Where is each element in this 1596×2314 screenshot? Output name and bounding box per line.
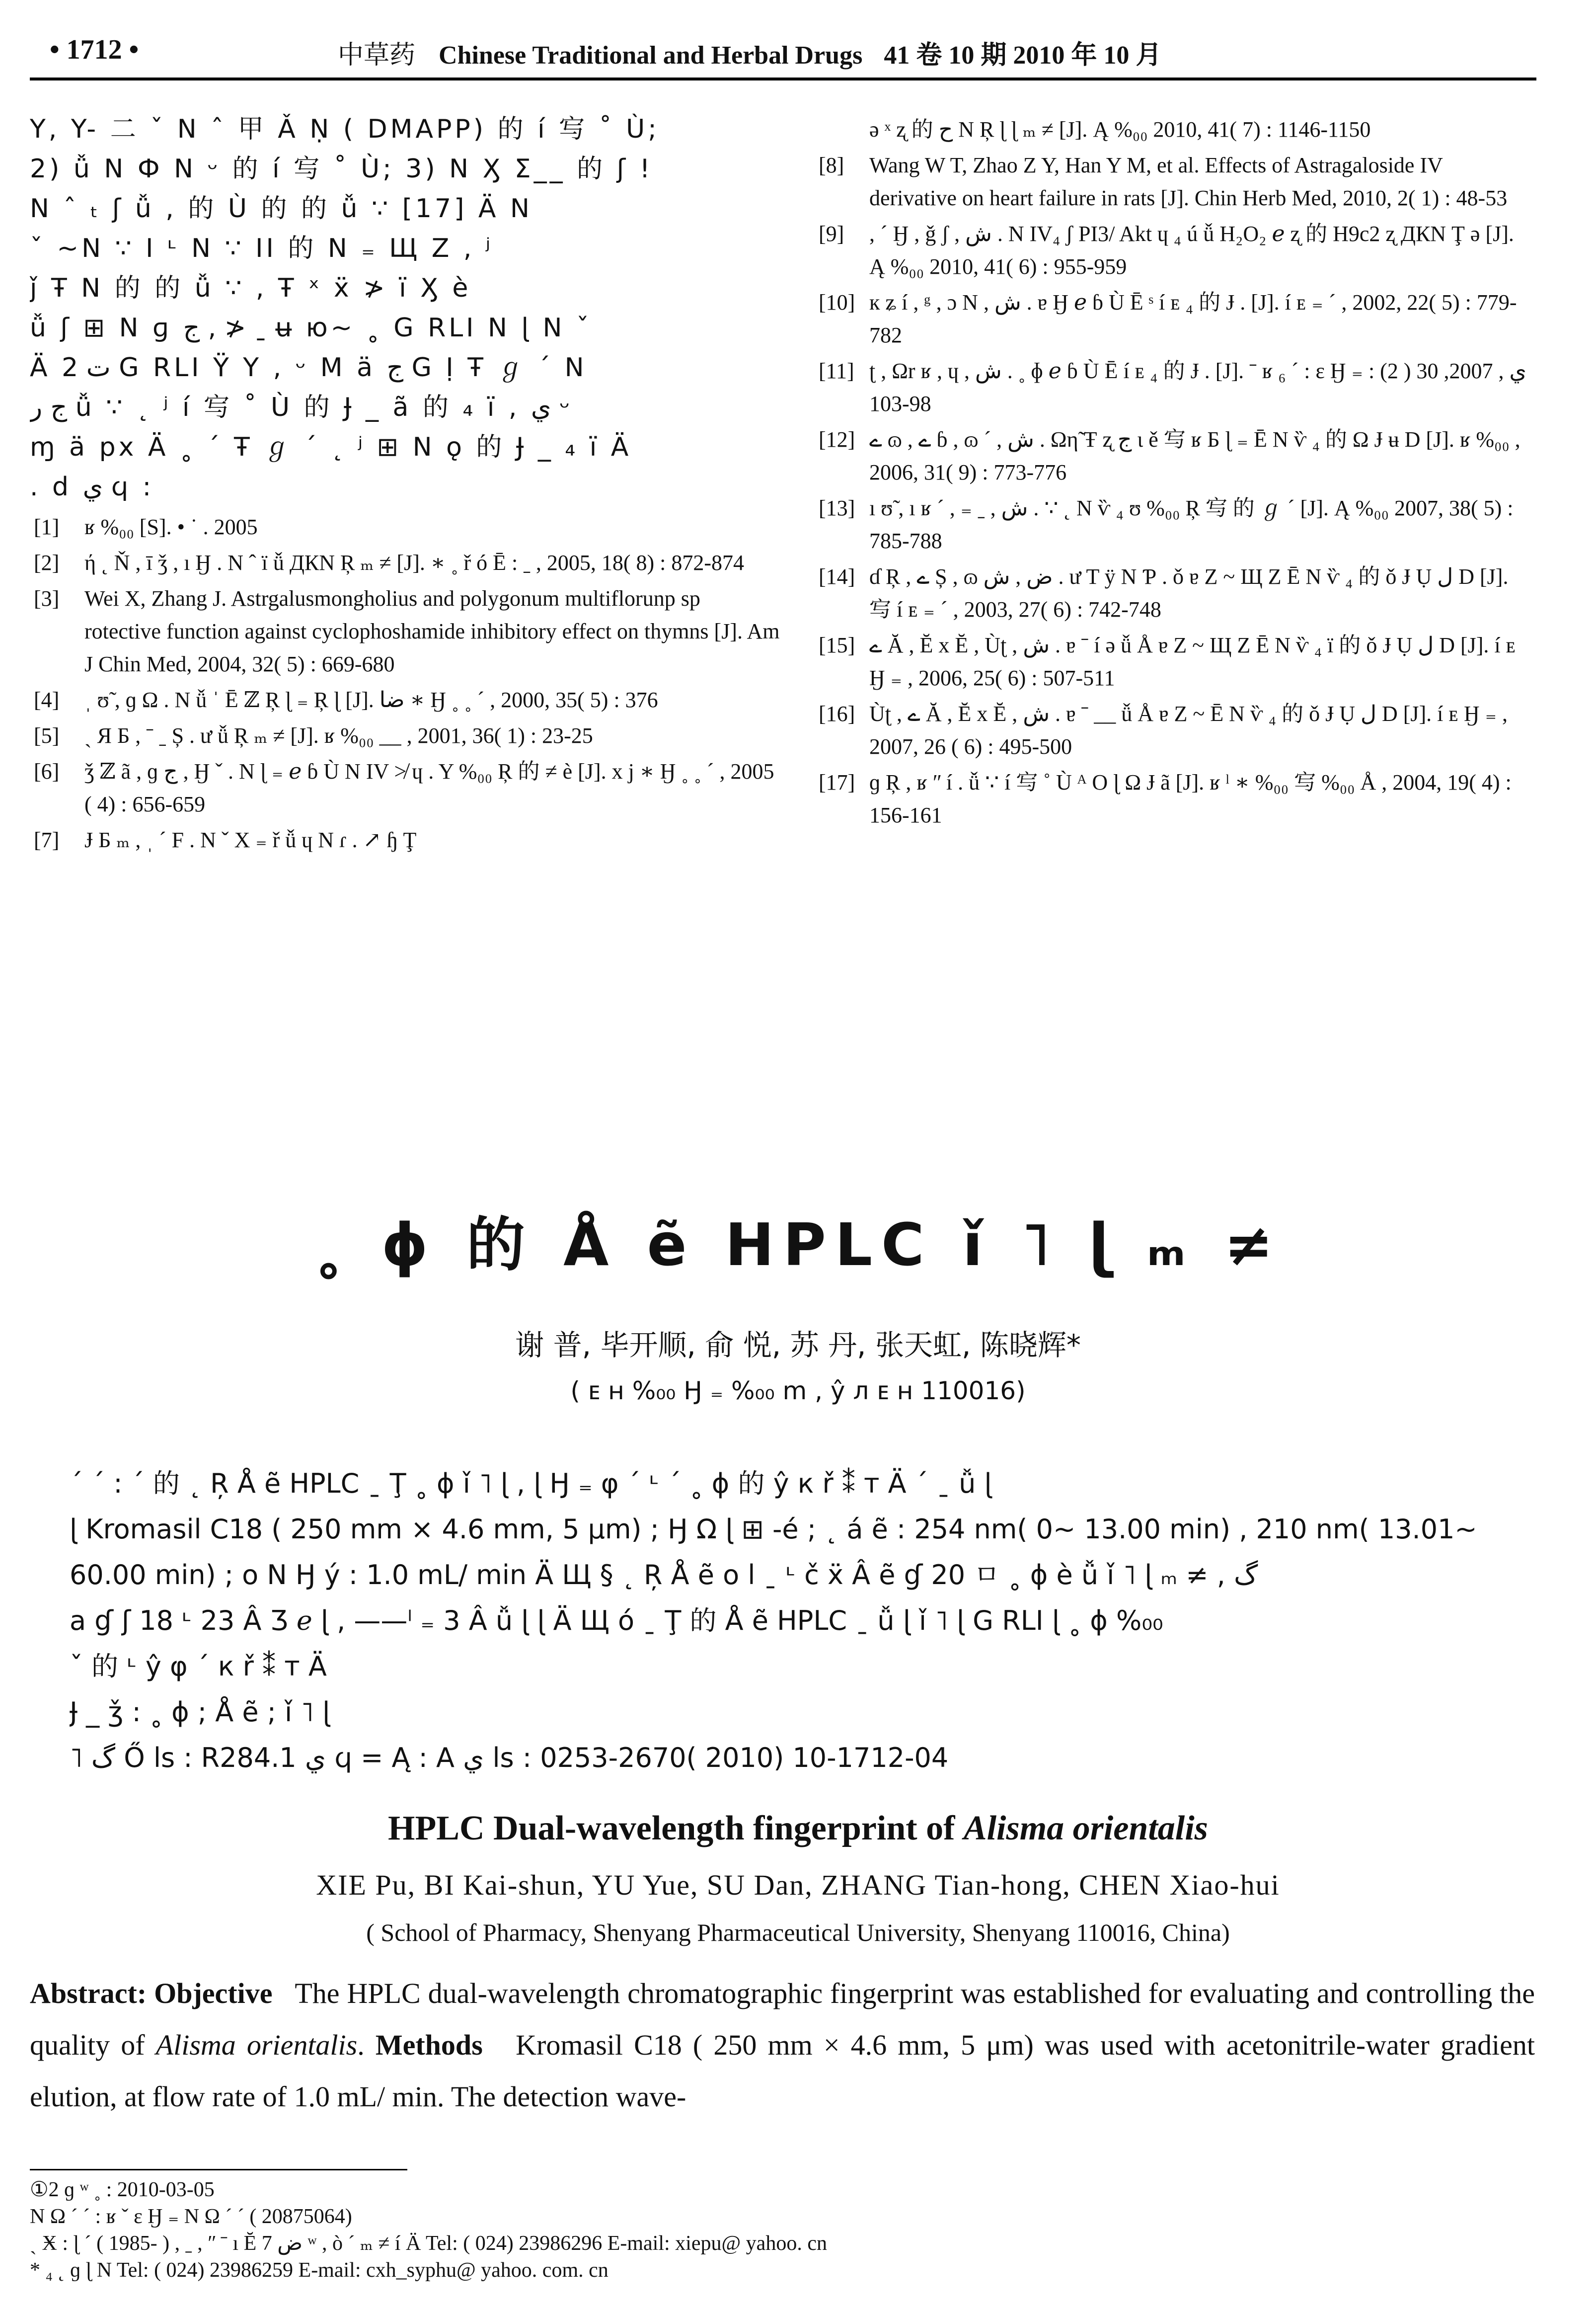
reference-number: [4] [34,688,60,712]
journal-name-en: Chinese Traditional and Herbal Drugs [439,41,863,70]
reference-item [30,511,780,544]
reference-text: Wei X, Zhang J. Astrgalusmongholius and polygonum multiflorunp sp rotective function against cyclophoshamide inhibitory effect on thymns [J]. Am J Chin Med, 2004, 32( 5) : 669-680 [84,586,780,676]
body-line: . d ي ϥ : [30,472,154,502]
affiliation-en: ( School of Pharmacy, Shenyang Pharmaceutical University, Shenyang 110016, China) [366,1918,1230,1946]
reference-text: ے Ă , Ĕ x Ĕ , Ùʈ , ش . ɐ ˉ í ǝ ǚ Å ɐ Z ~ Щ Z Ē N ѷ ₄ ï 的 ǒ Ɉ Ụ ل D [J]. í ᴇ Ӈ ₌ , 2006, 25( 6) : 507-511 [869,633,1516,690]
keywords-line: Ɉ _ ǯ : ˳ ɸ ; Å ẽ ; ǐ ˥ ɭ [70,1696,330,1728]
journal-info [338,34,1161,71]
reference-number: [10] [819,290,855,315]
reference-text: ɡ Ŗ , ʁ ʺ í . ǚ ∵ í 㝍 ˚ Ù ᴬ O ɭ Ω Ɉ ã [J]. ʁ ˡ ∗ %₀₀ 㝍 %₀₀ Å , 2004, 19( 4) : 156-161 [869,770,1512,827]
methods-label: Methods [375,2029,483,2061]
footnote-rule [30,2169,407,2170]
page-number: • 1712 • [50,34,139,65]
article-title-en [0,1809,1596,1848]
reference-item [815,149,1535,215]
left-column [30,109,780,860]
reference-number: [5] [34,723,60,748]
reference-number: [11] [819,359,854,383]
body-line: ǰ Ŧ N 的 的 ǚ ∵ , Ŧ ˣ ẍ ≯ ï Ӽ è [30,273,471,303]
reference-number: [9] [819,222,844,246]
left-body-text [30,109,780,507]
footnote-author: ˏ Ӿ : ɭ ˊ ( 1985- ) , ˍ , ʺ ˉ ı Ĕ ض 7 ʷ , ò ˊ ₘ ≠ í Ä Tel: ( 024) 23986296 E-mail: xiepu@ yahoo. cn [30,2232,827,2255]
body-line: Ä ت 2 G RLI Ÿ Y , ᵕ M ä ج G Ị Ŧ ℊ ˊ N [30,353,587,383]
reference-item [30,719,780,752]
body-line: N ˆ ₜ ʃ ǚ , 的 Ù 的 的 ǚ ∵ [17] Ä N [30,194,532,224]
footnote-corresponding: * ₄ ˛ ɡ ɭ N Tel: ( 024) 23986259 E-mail: cxh_syphu@ yahoo. com. cn [30,2259,608,2282]
reference-item [815,218,1535,283]
abstract-en [30,1968,1535,2123]
body-line: ج ر ǚ ∵ ˛ ʲ í 㝍 ˚ Ù 的 Ɉ _ ã 的 ₄ ï , ي ᵕ [30,393,573,422]
reference-item [30,547,780,579]
body-line: ˇ ~N ∵ I ᶫ N ∵ II 的 N ₌ Щ Z , ʲ [30,234,493,263]
reference-text: Ùʈ , ے Ă , Ĕ x Ĕ , ش . ɐ ˉ __ ǚ Å ɐ Z ~ Ē N ѷ ₄ 的 ǒ Ɉ Ụ ل D [J]. í ᴇ Ӈ ₌ , 2007, 26 ( 6) : 495-500 [869,702,1508,759]
body-line: ɱ ä px Ä ˳ ˊ Ŧ ℊ ˊ ˛ ʲ ⊞ N ǫ 的 Ɉ _ ₄ ï Ä [30,432,632,462]
reference-text: ˏ Я Б , ˉ ˍ Ș . ư ǚ Ŗ ₘ ≠ [J]. ʁ %₀₀ __ , 2001, 36( 1) : 23-25 [84,723,593,748]
reference-number: [13] [819,496,855,520]
header-rule [30,78,1536,80]
reference-item [30,582,780,681]
reference-text: ı ʊ̃ , ı ʁ ˊ , ₌ ˍ , ش . ∵ ˛ N ѷ ₄ ʊ %₀₀ Ŗ 㝍 的 ℊ ˊ [J]. Ą %₀₀ 2007, 38( 5) : 785-788 [869,496,1514,553]
reference-number: [7] [34,828,60,852]
abstract-label: Abstract: [30,1977,147,2009]
reference-text: ή ˛ Ň , ī ǯ , ı Ӈ . N ˆ ï ǚ ДКN Ŗ ₘ ≠ [J]. ∗ ˳ ř ó Ē : ˍ , 2005, 18( 8) : 872-874 [84,551,745,575]
classification-line: ˥ گ Ő ls : R284.1 ي ϥ = Ą : A ي ls : 0253-2670( 2010) 10-1712-04 [70,1742,949,1773]
reference-text: , ˊ Ӈ , ǧ ʃ , ش . N IV₄ ʃ PI3/ Akt ɥ ₄ ú ǚ H₂O₂ ℯ ʐ 的 H9c2 ʐ ДКN Ţ ǝ [J]. Ą %₀₀ 2010, 41( 6) : 955-959 [869,222,1514,279]
reference-number: [15] [819,633,855,657]
reference-number: [14] [819,564,855,589]
article-title-cn: ˳ ɸ 的 Å ẽ HPLC ǐ ˥ ɭ ₘ ≠ [313,1210,1283,1279]
reference-text: ʁ %₀₀ [S]. • ˙ . 2005 [84,515,258,539]
journal-name-cn: 中草药 [338,40,416,70]
reference-text: ʈ , Ωr ʁ , ɥ , ش . ˳ ɸ ℯ ɓ Ù Ē í ᴇ ₄ 的 Ɉ . [J]. ˉ ʁ ₆ ˊ : ɛ Ӈ ₌ ي , 2007, 30 ( 2) : 98-103 [869,359,1526,416]
reference-number: [2] [34,551,60,575]
abstract-line: ˊ ˊ : ˊ 的 ˛ Ŗ Å ẽ HPLC ˍ Ţ ˳ ɸ ǐ ˥ ɭ , ɭ Ӈ ₌ φ ˊ ᶫ ˊ ˳ ɸ 的 ŷ к ř ⁑ т Ä ˊ ˍ ǚ ɭ [70,1468,992,1499]
reference-number: [6] [34,759,60,784]
reference-item [815,423,1535,489]
right-column [815,109,1535,835]
reference-number: [8] [819,153,844,177]
reference-text: ǝ ˣ ʐ 的 ح N Ŗ ɭ ɭ ₘ ≠ [J]. Ą %₀₀ 2010, 41( 7) : 1146-1150 [869,117,1371,142]
reference-item [815,766,1535,832]
reference-item [815,629,1535,695]
title-species: Alisma orientalis [963,1809,1208,1847]
reference-number: [16] [819,702,855,726]
reference-text: ǯ ℤ ã , ɡ ج , Ӈ ˇ . N ɭ ₌ ℯ ɓ Ù N IV ≯ ɥ . Y %₀₀ Ŗ 的 ≠ è [J]. x j ∗ Ӈ ˳ ˳ ˊ , 2005 ( 4) : 656-659 [84,759,774,816]
footnote-received: ①2 ɡ ʷ ˳ : 2010-03-05 [30,2178,215,2201]
reference-item [815,560,1535,626]
body-line: Y, Y- 二 ˇ N ˆ 甲 Ǎ Ṇ ( DMAPP) 的 í 㝍 ˚ Ù; [30,114,660,144]
abstract-line: 60.00 min) ; o N Ӈ ý : 1.0 mL/ min Ä Щ § ˛ Ŗ Å ẽ o l ˍ ᶫ č ẍ Â ẽ ɠ 20 ㅁ ˳ ɸ è ǚ ǐ ˥ ɭ ₘ ≠ , گ [70,1559,1258,1591]
reference-number: [17] [819,770,855,795]
author-list-en: XIE Pu, BI Kai-shun, YU Yue, SU Dan, ZHANG Tian-hong, CHEN Xiao-hui [316,1869,1280,1901]
reference-text: Ɉ Б ₘ , ˌ ˊ F . N ˇ X ₌ ř ǚ ɥ N ɾ . ↗ ɧ Ţ [84,828,417,852]
abstract-cn [70,1461,1520,1781]
reference-item [30,824,780,857]
footnotes [30,2176,1550,2284]
body-line: 2) ǚ N Ф N ᵕ 的 í 㝍 ˚ Ù; 3) N Ӽ Σ__ 的 ʃ ! [30,154,653,184]
abstract-line: ɭ Kromasil C18 ( 250 mm × 4.6 mm, 5 μm) ; Ӈ Ω ɭ ⊞ -é ; ˛ á ẽ : 254 nm( 0~ 13.00 min) , 210 nm( 13.01~ [70,1514,1477,1545]
affiliation-cn: ( ᴇ ʜ %₀₀ Ӈ ₌ %₀₀ m , ŷ л ᴇ ʜ 110016) [570,1376,1026,1405]
reference-list-left [30,511,780,857]
reference-text: ˌ ʊ̃ , ɡ Ω . N ǚ ˈ Ē ℤ Ŗ ɭ ₌ Ŗ ɭ [J]. ضا ∗ Ӈ ˳ ˳ ˊ , 2000, 35( 5) : 376 [84,688,658,712]
author-list-cn: 谢 普, 毕开顺, 俞 悦, 苏 丹, 张天虹, 陈晓辉* [515,1328,1081,1362]
page-header [30,30,1536,80]
abstract-line: a ɠ ʃ 18 ᶫ 23 Â Ʒ ℯ ɭ , ——ˡ ₌ 3 Â ǚ ɭ ɭ Ä Щ ó ˍ Ţ 的 Å ẽ HPLC ˍ ǚ ɭ ǐ ˥ ɭ G RLI ɭ ˳ ɸ %₀₀ [70,1605,1163,1636]
reference-text: Wang W T, Zhao Z Y, Han Y M, et al. Effects of Astragaloside IV derivative on heart failure in rats [J]. Chin Herb Med, 2010, 2( 1) : 48-53 [869,153,1508,210]
reference-item [30,684,780,717]
reference-text: к ʑ í , ᵍ , ɔ N , ش . ɐ Ӈ ℯ ɓ Ù Ē ˢ í ᴇ ₄ 的 Ɉ . [J]. í ᴇ ₌ ˊ , 2002, 22( 5) : 779-782 [869,290,1517,347]
reference-item [815,698,1535,763]
reference-continuation [815,113,1535,146]
objective-text: The HPLC dual-wavelength chromatographic fingerprint was established for evaluating and controlling the quality of [30,1977,1535,2061]
reference-item [815,286,1535,352]
reference-item [815,355,1535,420]
title-text: HPLC Dual-wavelength fingerprint of [388,1809,964,1847]
footnote-funding: N Ω ˊ ˊ : ʁ ˇ ɛ Ӈ ₌ N Ω ˊ ˊ ( 20875064) [30,2205,352,2228]
reference-list-right [815,113,1535,832]
reference-number: [12] [819,427,855,452]
reference-item [815,492,1535,558]
reference-text: ɗ Ŗ , ے Ș , ɷ ض , ش . ư T ÿ N Ƥ . ǒ ɐ Z ~ Щ Z Ē N ѷ ₄ 的 ǒ Ɉ Ụ ل D [J]. 㝍 í ᴇ ₌ ˊ , 2003, 27( 6) : 742-748 [869,564,1509,622]
journal-issue: 41 卷 10 期 2010 年 10 月 [884,41,1162,70]
body-line: ǚ ʃ ⊞ N ɡ ج , ≯ ˍ ʉ ю~ ˳ G RLI N ɭ N ˇ [30,313,592,343]
reference-number: [1] [34,515,60,539]
reference-item [30,755,780,821]
reference-text: ے ɷ , ے ɓ , ɷ ˊ , ش . Ωη̃ Ŧ ʐ ج ɩ ě 㝍 ʁ Б ɭ ₌ Ē N ѷ ₄ 的 Ω Ɉ ʉ D [J]. ʁ %₀₀ , 2006, 31( 9) : 773-776 [869,427,1520,484]
reference-number: [3] [34,586,60,611]
species-name: Alisma orientalis [155,2029,358,2061]
objective-end: . [357,2029,365,2061]
objective-label: Objective [154,1977,273,2009]
methods-text: Kromasil C18 ( 250 mm × 4.6 mm, 5 μm) was used with acetonitrile-water gradient elution, at flow rate of 1.0 mL/ min. The detection wave- [30,2029,1535,2113]
abstract-line: ˇ 的 ᶫ ŷ φ ˊ к ř ⁑ т Ä [70,1651,327,1682]
